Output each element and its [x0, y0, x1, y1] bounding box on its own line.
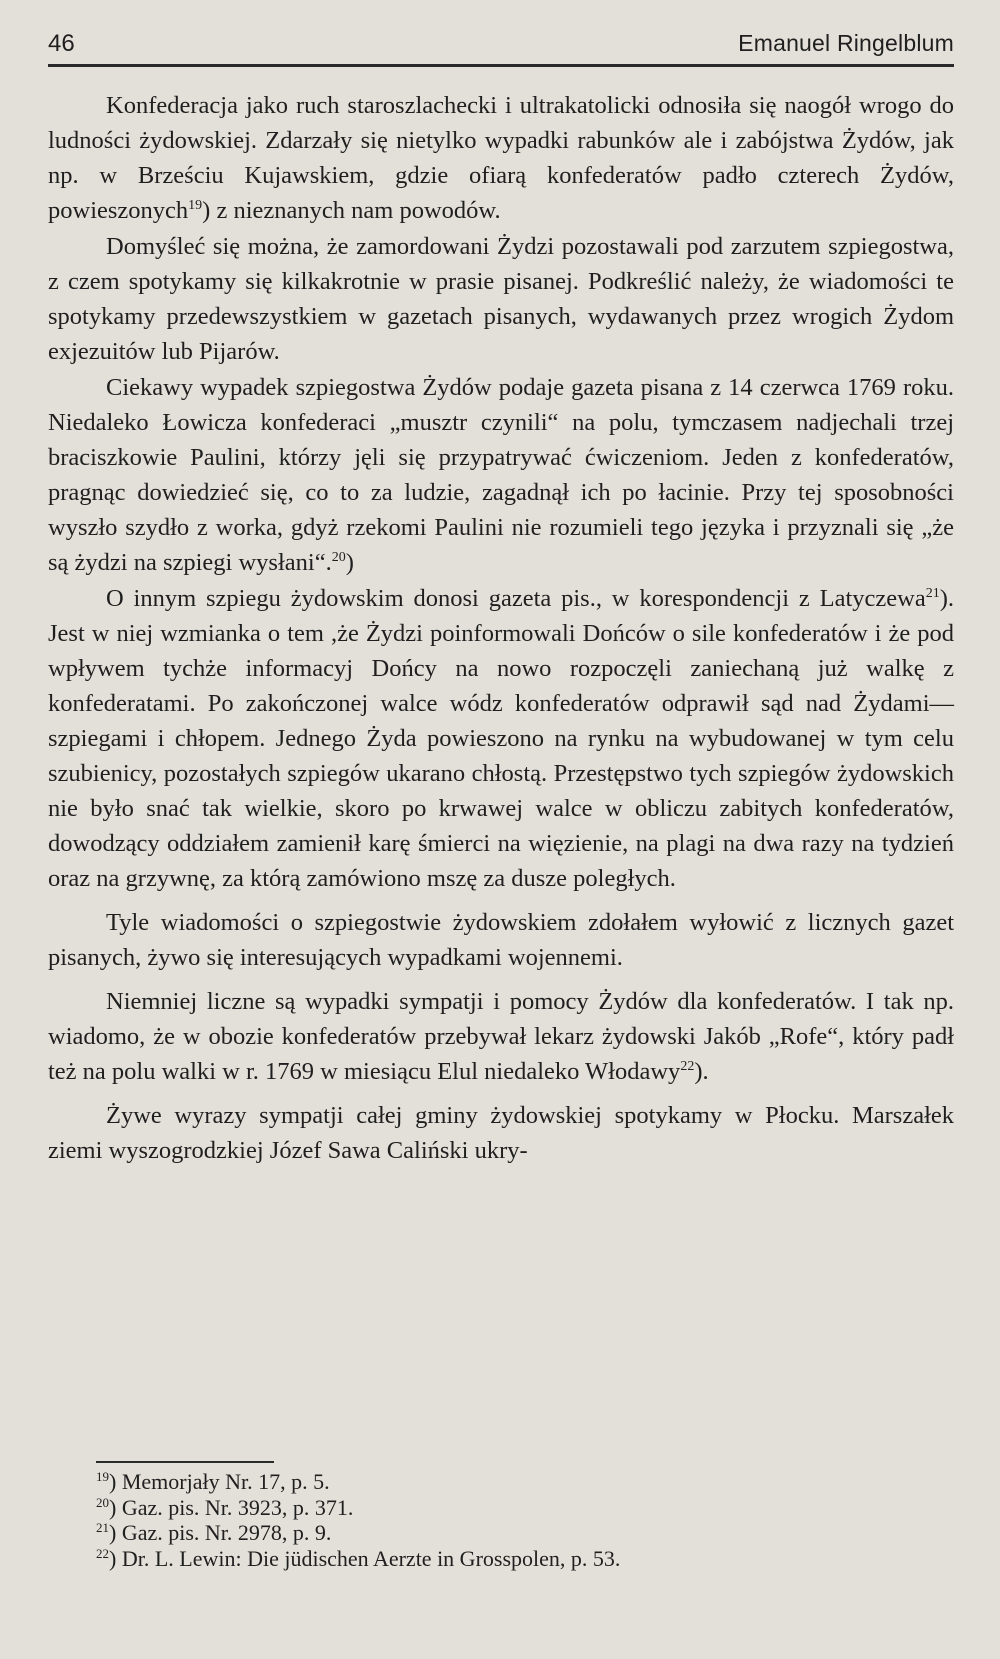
- footnote-number: 20: [96, 1494, 109, 1510]
- text-run: ) z nieznanych nam powodów.: [202, 197, 501, 224]
- text-run: Żywe wyrazy sympatji całej gminy żydowskiej spotykamy w Płocku. Marszałek ziemi wyszogrodzkiej Józef Sawa Caliński ukry-: [48, 1102, 954, 1164]
- footnote: [96, 1520, 954, 1546]
- paragraph: [48, 370, 954, 580]
- paragraph: [48, 229, 954, 369]
- footnote-ref: 22: [680, 1059, 695, 1074]
- text-run: Domyśleć się można, że zamordowani Żydzi pozostawali pod zarzutem szpiegostwa, z czem spotykamy się kilkakrotnie w prasie pisanej. Podkreślić należy, że wiadomości te spotykamy przedewszystkiem w gazetach pisanych, wydawanych przez wrogich Żydom exjezuitów lub Pijarów.: [48, 233, 954, 365]
- footnotes: [96, 1469, 954, 1571]
- running-head: Emanuel Ringelblum: [738, 30, 954, 56]
- page-header: [48, 24, 954, 64]
- footnote-rule: [96, 1461, 274, 1463]
- text-run: Ciekawy wypadek szpiegostwa Żydów podaje gazeta pisana z 14 czerwca 1769 roku. Niedaleko Łowicza konfederaci „musztr czynili“ na polu, tymczasem nadjechali trzej braciszkowie Paulini, którzy jęli się przypatrywać ćwiczeniom. Jeden z konfederatów, pragnąc dowiedzieć się, co to za ludzie, zagadnął ich po łacinie. Przy tej sposobności wyszło szydło z worka, gdyż rzekomi Paulini nie rozumieli tego języka i przyznali się „że są żydzi na szpiegi wysłani“.: [48, 374, 954, 576]
- footnote-text: ) Gaz. pis. Nr. 3923, p. 371.: [109, 1494, 354, 1520]
- footnote-text: ) Memorjały Nr. 17, p. 5.: [109, 1469, 330, 1494]
- paragraph: [48, 905, 954, 975]
- text-run: ): [345, 549, 354, 576]
- text-run: Niemniej liczne są wypadki sympatji i pomocy Żydów dla konfederatów. I tak np. wiadomo, że w obozie konfederatów przebywał lekarz żydowski Jakób „Rofe“, który padł też na polu walki w r. 1769 w miesiącu Elul niedaleko Włodawy: [48, 988, 954, 1085]
- text-run: Tyle wiadomości o szpiegostwie żydowskiem zdołałem wyłowić z licznych gazet pisanych, żywo się interesujących wypadkami wojennemi.: [48, 909, 954, 971]
- page-number: 46: [48, 30, 75, 57]
- paragraph: [48, 88, 954, 228]
- footnote: [96, 1469, 954, 1495]
- footnote-number: 19: [96, 1469, 109, 1484]
- text-run: ).: [694, 1058, 709, 1085]
- text-run: Konfederacja jako ruch staroszlachecki i ultrakatolicki odnosiła się naogół wrogo do ludności żydowskiej. Zdarzały się nietylko wypadki rabunków ale i zabójstwa Żydów, jak np. w Brześciu Kujawskiem, gdzie ofiarą konfederatów padło czterech Żydów, powieszonych: [48, 92, 954, 224]
- footnote-text: ) Dr. L. Lewin: Die jüdischen Aerzte in Grosspolen, p. 53.: [109, 1545, 621, 1571]
- paragraph: [48, 984, 954, 1089]
- body-text: [48, 88, 954, 1168]
- paragraph: [48, 581, 954, 896]
- text-run: ). Jest w niej wzmianka o tem ,że Żydzi poinformowali Dońców o sile konfederatów i że pod wpływem tychże informacyj Dońcy na nowo rozpoczęli zaniechaną już walkę z konfederatami. Po zakończonej walce wódz konfederatów odprawił sąd nad Żydami—szpiegami i chłopem. Jednego Żyda powieszono na rynku na wybudowanej w tym celu szubienicy, pozostałych szpiegów ukarano chłostą. Przestępstwo tych szpiegów żydowskich nie było snać tak wielkie, skoro po krwawej walce w obliczu zabitych konfederatów, dowodzący oddziałem zamienił karę śmierci na więzienie, na plagi na dwa razy na tydzień oraz na grzywnę, za którą zamówiono mszę za dusze poległych.: [48, 585, 954, 892]
- footnote: [96, 1495, 954, 1521]
- footnote: [96, 1546, 954, 1572]
- footnote-ref: 19: [188, 198, 203, 213]
- paragraph: [48, 1098, 954, 1168]
- footnote-ref: 20: [331, 550, 346, 565]
- footnote-text: ) Gaz. pis. Nr. 2978, p. 9.: [109, 1520, 332, 1545]
- header-rule: [48, 64, 954, 67]
- text-run: O innym szpiegu żydowskim donosi gazeta pis., w korespondencji z Latyczewa: [106, 585, 926, 612]
- footnote-number: 22: [96, 1545, 109, 1561]
- footnote-ref: 21: [925, 586, 940, 601]
- footnote-number: 21: [96, 1520, 109, 1535]
